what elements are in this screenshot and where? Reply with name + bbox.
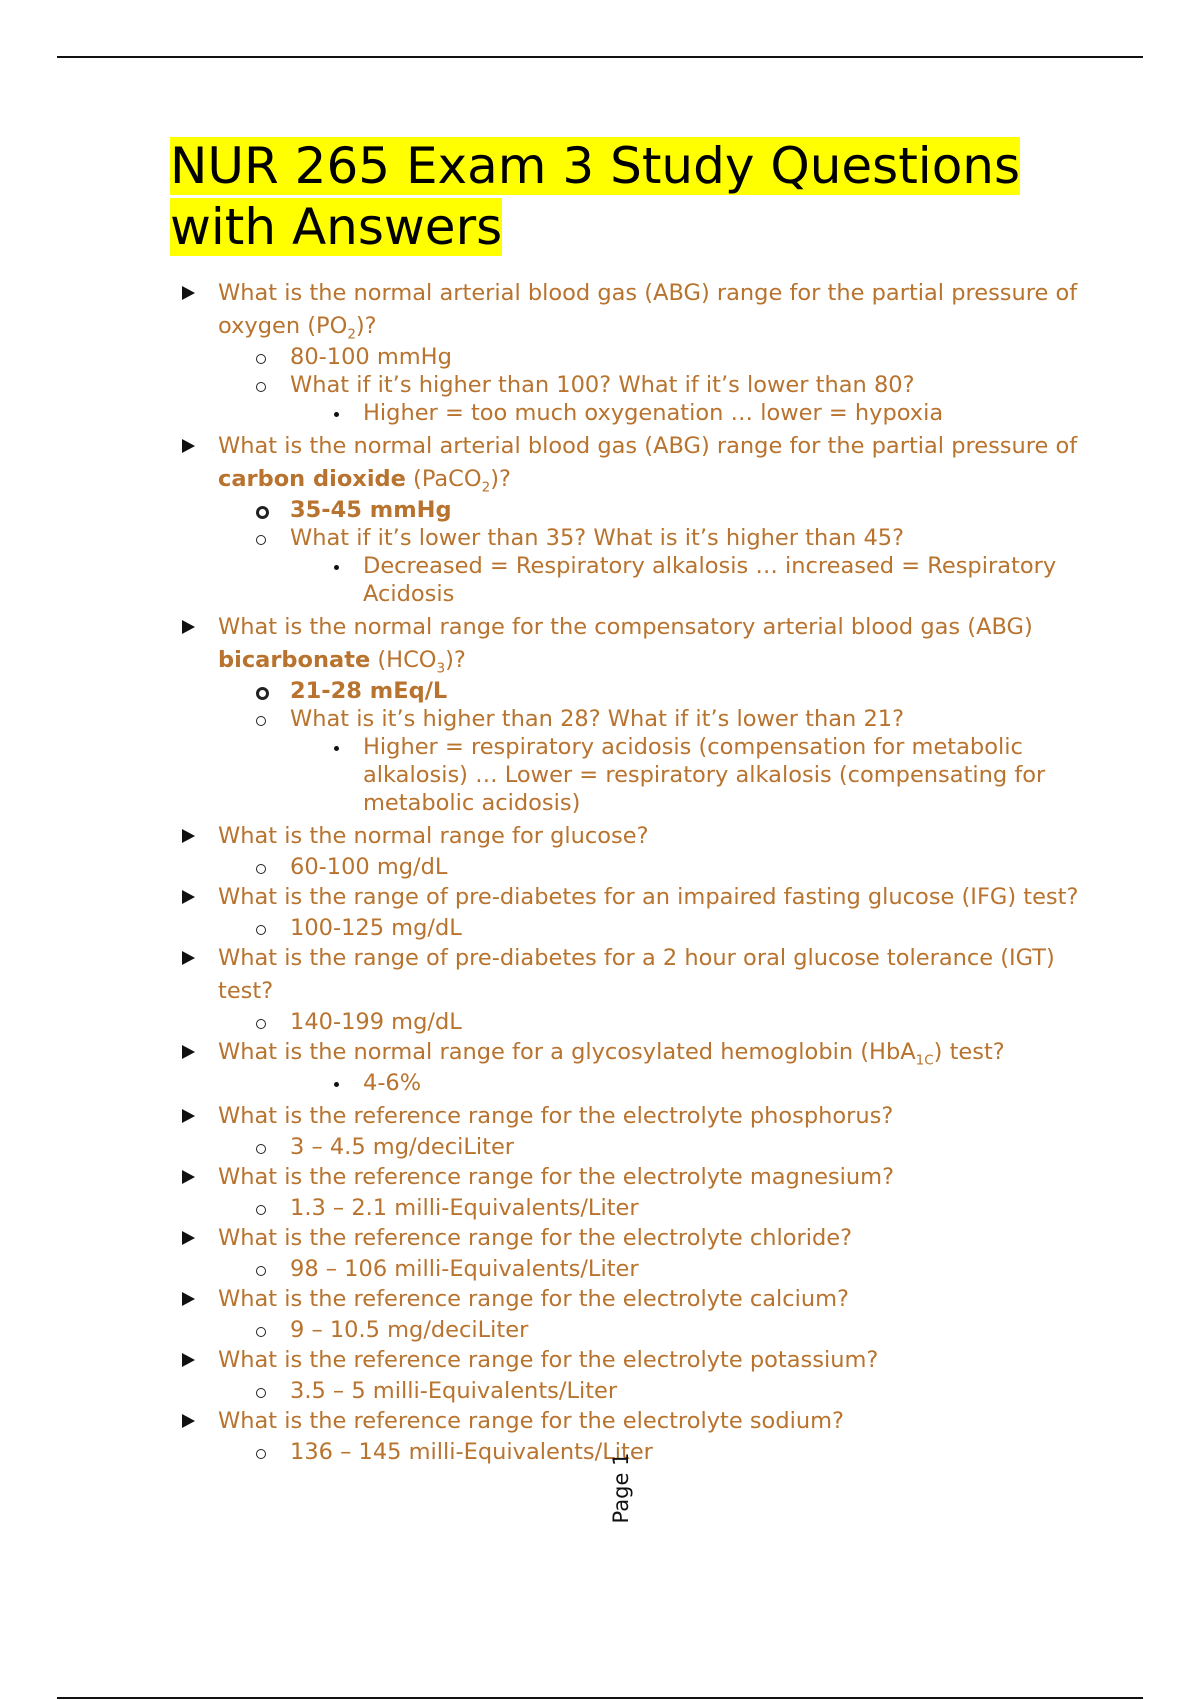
circle-bullet-icon xyxy=(256,687,269,700)
answer-line: 35-45 mmHg xyxy=(170,496,1090,524)
question-text: What is the normal range for glucose? xyxy=(170,820,1090,853)
circle-bullet-icon xyxy=(256,1019,266,1029)
question-text: What is the normal arterial blood gas (ABG) range for the partial pressure of carbon dioxide (PaCO$_2$)? xyxy=(170,430,1090,496)
circle-bullet-icon xyxy=(256,1205,266,1215)
sub-answer-line: Higher = respiratory acidosis (compensation for metabolic alkalosis) … Lower = respiratory alkalosis (compensating for metabolic acidosis) xyxy=(170,733,1090,820)
question-item-6 xyxy=(170,942,1090,1036)
answer-line: 140-199 mg/dL xyxy=(170,1008,1090,1036)
question-text: What is the reference range for the electrolyte chloride? xyxy=(170,1222,1090,1255)
circle-bullet-icon xyxy=(256,1266,266,1276)
dot-bullet-icon xyxy=(334,412,339,417)
footer-rule xyxy=(57,1697,1143,1699)
question-text: What is the range of pre-diabetes for an impaired fasting glucose (IFG) test? xyxy=(170,881,1090,914)
circle-bullet-icon xyxy=(256,1144,266,1154)
question-item-9 xyxy=(170,1161,1090,1222)
dot-bullet-icon xyxy=(334,746,339,751)
answer-line: What is it’s higher than 28? What if it’s lower than 21? xyxy=(170,705,1090,733)
circle-bullet-icon xyxy=(256,1449,266,1459)
question-item-12 xyxy=(170,1344,1090,1405)
answer-line: What if it’s higher than 100? What if it’s lower than 80? xyxy=(170,371,1090,399)
answer-line: 60-100 mg/dL xyxy=(170,853,1090,881)
arrow-bullet-icon xyxy=(182,1170,195,1184)
answer-line: 3.5 – 5 milli-Equivalents/Liter xyxy=(170,1377,1090,1405)
question-text: What is the range of pre-diabetes for a 2 hour oral glucose tolerance (IGT) test? xyxy=(170,942,1090,1008)
question-text: What is the reference range for the electrolyte potassium? xyxy=(170,1344,1090,1377)
question-text: What is the reference range for the electrolyte sodium? xyxy=(170,1405,1090,1438)
circle-bullet-icon xyxy=(256,382,266,392)
question-list xyxy=(170,277,1090,1466)
answer-line: 1.3 – 2.1 milli-Equivalents/Liter xyxy=(170,1194,1090,1222)
question-item-11 xyxy=(170,1283,1090,1344)
question-item-1 xyxy=(170,277,1090,430)
circle-bullet-icon xyxy=(256,1327,266,1337)
question-text: What is the reference range for the electrolyte phosphorus? xyxy=(170,1100,1090,1133)
answer-line: 3 – 4.5 mg/deciLiter xyxy=(170,1133,1090,1161)
answer-line: 136 – 145 milli-Equivalents/Liter xyxy=(170,1438,1090,1466)
answer-line: 100-125 mg/dL xyxy=(170,914,1090,942)
question-item-4 xyxy=(170,820,1090,881)
circle-bullet-icon xyxy=(256,864,266,874)
circle-bullet-icon xyxy=(256,535,266,545)
title-line-1: NUR 265 Exam 3 Study Questions xyxy=(170,137,1021,195)
arrow-bullet-icon xyxy=(182,1231,195,1245)
circle-bullet-icon xyxy=(256,716,266,726)
question-item-8 xyxy=(170,1100,1090,1161)
circle-bullet-icon xyxy=(256,1388,266,1398)
document-title xyxy=(170,136,1020,258)
question-item-3 xyxy=(170,611,1090,820)
question-text: What is the normal range for the compensatory arterial blood gas (ABG) bicarbonate $(HCO_3)$? xyxy=(170,611,1090,677)
question-text: What is the normal arterial blood gas (ABG) range for the partial pressure of oxygen $(PO_2)$? xyxy=(170,277,1090,343)
arrow-bullet-icon xyxy=(182,286,195,300)
question-text: What is the normal range for a glycosylated hemoglobin (HbA$_{1C}$) test? xyxy=(170,1036,1090,1069)
title-line-2: with Answers xyxy=(170,198,503,256)
answer-line: 98 – 106 milli-Equivalents/Liter xyxy=(170,1255,1090,1283)
arrow-bullet-icon xyxy=(182,890,195,904)
page-number: Page 1 xyxy=(609,1452,633,1524)
question-item-5 xyxy=(170,881,1090,942)
header-rule xyxy=(57,56,1143,58)
answer-line: What if it’s lower than 35? What is it’s higher than 45? xyxy=(170,524,1090,552)
question-text: What is the reference range for the electrolyte calcium? xyxy=(170,1283,1090,1316)
arrow-bullet-icon xyxy=(182,1353,195,1367)
question-item-7 xyxy=(170,1036,1090,1100)
question-item-2 xyxy=(170,430,1090,611)
arrow-bullet-icon xyxy=(182,829,195,843)
arrow-bullet-icon xyxy=(182,951,195,965)
circle-bullet-icon xyxy=(256,354,266,364)
sub-answer-line: Higher = too much oxygenation … lower = hypoxia xyxy=(170,399,1090,430)
dot-bullet-icon xyxy=(334,1082,339,1087)
sub-answer-line: 4-6% xyxy=(170,1069,1090,1100)
answer-line: 80-100 mmHg xyxy=(170,343,1090,371)
arrow-bullet-icon xyxy=(182,439,195,453)
dot-bullet-icon xyxy=(334,565,339,570)
circle-bullet-icon xyxy=(256,925,266,935)
arrow-bullet-icon xyxy=(182,1414,195,1428)
question-item-10 xyxy=(170,1222,1090,1283)
arrow-bullet-icon xyxy=(182,1045,195,1059)
arrow-bullet-icon xyxy=(182,1292,195,1306)
circle-bullet-icon xyxy=(256,506,269,519)
arrow-bullet-icon xyxy=(182,620,195,634)
answer-line: 9 – 10.5 mg/deciLiter xyxy=(170,1316,1090,1344)
sub-answer-line: Decreased = Respiratory alkalosis … increased = Respiratory Acidosis xyxy=(170,552,1090,611)
answer-line: 21-28 mEq/L xyxy=(170,677,1090,705)
question-text: What is the reference range for the electrolyte magnesium? xyxy=(170,1161,1090,1194)
arrow-bullet-icon xyxy=(182,1109,195,1123)
